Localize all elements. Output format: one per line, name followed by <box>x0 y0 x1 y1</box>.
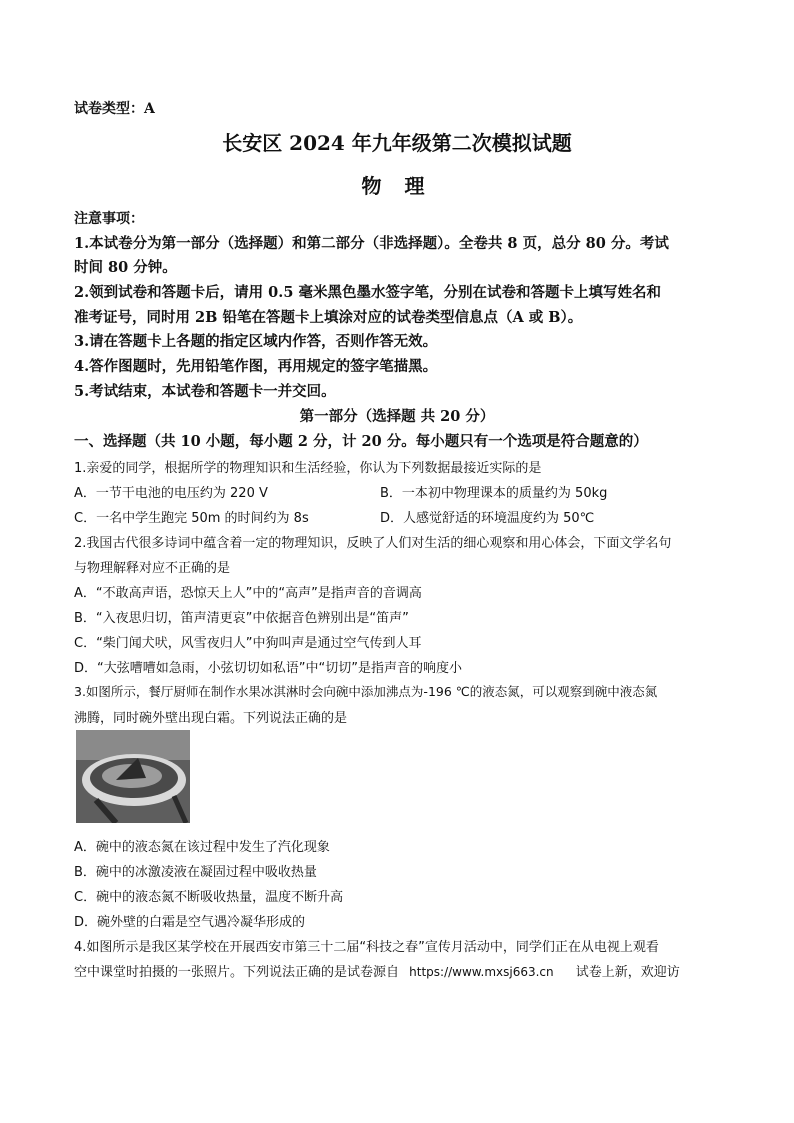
q2-option-c: C．“柴门闻犬吠，风雪夜归人”中狗叫声是通过空气传到人耳 <box>74 636 422 651</box>
source-tail-text: 试卷上新，欢迎访 <box>575 965 680 980</box>
q3-option-c: C．碗中的液态氮不断吸收热量，温度不断升高 <box>74 890 344 905</box>
note-line-1: 1.本试卷分为第一部分（选择题）和第二部分（非选择题）。全卷共 8 页，总分 80 分。考试 <box>74 235 669 252</box>
q2-stem-line-1: 2.我国古代很多诗词中蕴含着一定的物理知识，反映了人们对生活的细心观察和用心体会，下面文学名句 <box>74 536 672 551</box>
q4-stem-line-1: 4.如图所示是我区某学校在开展西安市第三十二届“科技之春”宣传月活动中，同学们正在从电视上观看 <box>74 940 659 955</box>
subject-title: 物 理 <box>361 174 433 198</box>
note-line-4: 准考证号，同时用 2B 铅笔在答题卡上填涂对应的试卷类型信息点（A 或 B）。 <box>74 309 583 326</box>
q1-option-a: A．一节干电池的电压约为 220 V <box>74 486 268 501</box>
liquid-nitrogen-bowl-photo <box>76 730 190 823</box>
q1-option-d: D．人感觉舒适的环境温度约为 50℃ <box>380 511 595 526</box>
q3-option-d: D．碗外壁的白霜是空气遇冷凝华形成的 <box>74 915 306 930</box>
note-line-6: 4.答作图题时，先用铅笔作图，再用规定的签字笔描黑。 <box>74 358 438 375</box>
source-url-link[interactable]: https://www.mxsj663.cn <box>409 965 554 979</box>
note-line-7: 5.考试结束，本试卷和答题卡一并交回。 <box>74 383 336 400</box>
q2-stem-line-2: 与物理解释对应不正确的是 <box>74 561 231 576</box>
note-line-3: 2.领到试卷和答题卡后，请用 0.5 毫米黑色墨水签字笔，分别在试卷和答题卡上填写姓名和 <box>74 284 661 301</box>
q4-stem-text: 空中课堂时拍摄的一张照片。下列说法正确的是试卷源自 <box>74 965 400 980</box>
q3-stem-line-2: 沸腾，同时碗外壁出现白霜。下列说法正确的是 <box>74 711 348 726</box>
q3-option-a: A．碗中的液态氮在该过程中发生了汽化现象 <box>74 840 330 855</box>
section-one-heading: 一、选择题（共 10 小题，每小题 2 分，计 20 分。每小题只有一个选项是符合题意的） <box>74 433 648 450</box>
note-line-2: 时间 80 分钟。 <box>74 259 177 276</box>
q1-stem: 1.亲爱的同学，根据所学的物理知识和生活经验，你认为下列数据最接近实际的是 <box>74 461 542 476</box>
q1-option-c: C．一名中学生跑完 50m 的时间约为 8s <box>74 511 309 526</box>
exam-title: 长安区 2024 年九年级第二次模拟试题 <box>222 131 572 155</box>
q2-option-b: B．“入夜思归切，笛声清更哀”中依据音色辨别出是“笛声” <box>74 611 409 626</box>
q2-option-d: D．“大弦嘈嘈如急雨，小弦切切如私语”中“切切”是指声音的响度小 <box>74 661 462 676</box>
exam-type-label: 试卷类型：A <box>74 101 155 117</box>
q3-stem-line-1: 3.如图所示，餐厅厨师在制作水果冰淇淋时会向碗中添加沸点为-196 ℃的液态氮，可以观察到碗中液态氮 <box>74 684 658 699</box>
q4-stem-line-2 <box>74 961 680 980</box>
part-one-title: 第一部分（选择题 共 20 分） <box>299 408 495 425</box>
q3-option-b: B．碗中的冰激凌液在凝固过程中吸收热量 <box>74 865 317 880</box>
q2-option-a: A．“不敢高声语，恐惊天上人”中的“高声”是指声音的音调高 <box>74 586 422 601</box>
q1-option-b: B．一本初中物理课本的质量约为 50kg <box>380 486 608 501</box>
note-line-5: 3.请在答题卡上各题的指定区域内作答，否则作答无效。 <box>74 333 438 350</box>
notes-heading: 注意事项： <box>74 211 144 227</box>
